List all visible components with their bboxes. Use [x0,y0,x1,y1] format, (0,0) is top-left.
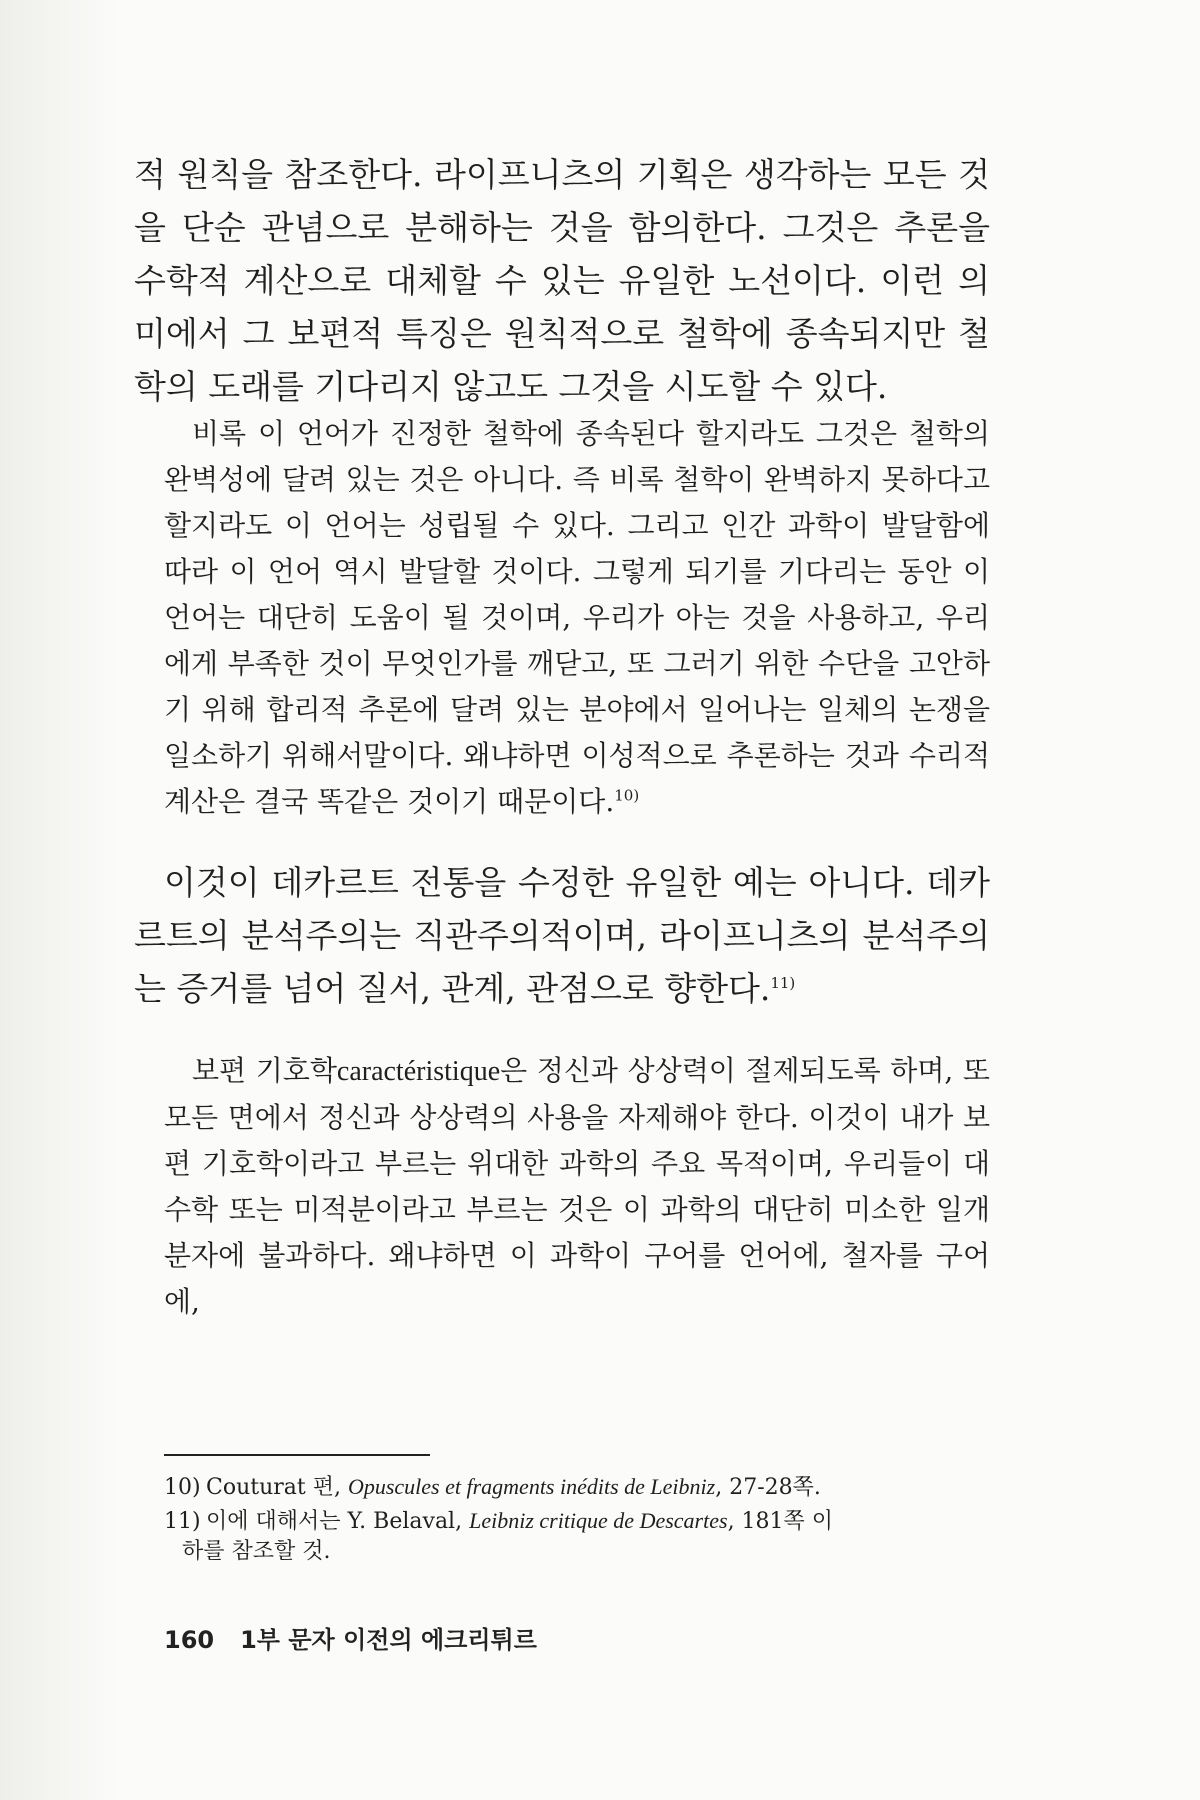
body-paragraph-2-text: 이것이 데카르트 전통을 수정한 유일한 예는 아니다. 데카르트의 분석주의는 직관주의적이며, 라이프니츠의 분석주의는 증거를 넘어 질서, 관계, 관점으로 향한다. [134,863,990,1008]
footnote-11-continuation: 하를 참조할 것. [182,1539,331,1564]
body-paragraph-1-text: 적 원칙을 참조한다. 라이프니츠의 기획은 생각하는 모든 것을 단순 관념으로 분해하는 것을 함의한다. 그것은 추론을 수학적 계산으로 대체할 수 있는 유일한 노선이다. 이런 의미에서 그 보편적 특징은 원칙적으로 철학에 종속되지만 철학의 도래를 기다리지 않고도 그것을 시도할 수 있다. [134,155,990,406]
body-paragraph-1 [134,148,990,413]
block-quote-1 [164,411,990,825]
footnote-11-prefix: 이에 대해서는 Y. Belaval, [206,1509,470,1534]
footnote-10 [164,1472,990,1503]
block-quote-2-start: 보편 기호학 [192,1054,337,1087]
footnote-11 [164,1506,990,1567]
block-quote-2 [164,1048,990,1325]
footnote-11-number: 11) [164,1509,201,1534]
page-footer [164,1620,537,1655]
footnote-divider [164,1454,430,1456]
footnote-ref-10: 10) [614,786,640,805]
footnote-10-number: 10) [164,1475,201,1500]
footnote-ref-11: 11) [770,974,796,992]
footnote-10-prefix: Couturat 편, [206,1475,348,1500]
page-gutter-shadow [0,0,120,1800]
footnote-11-title: Leibniz critique de Descartes [469,1508,728,1533]
block-quote-1-text: 비록 이 언어가 진정한 철학에 종속된다 할지라도 그것은 철학의 완벽성에 달려 있는 것은 아니다. 즉 비록 철학이 완벽하지 못하다고 할지라도 이 언어는 성립될 수 있다. 그리고 인간 과학이 발달함에 따라 이 언어 역시 발달할 것이다. 그렇게 되기를 기다리는 동안 이 언어는 대단히 도움이 될 것이며, 우리가 아는 것을 사용하고, 우리에게 부족한 것이 무엇인가를 깨닫고, 또 그러기 위한 수단을 고안하기 위해 합리적 추론에 달려 있는 분야에서 일어나는 일체의 논쟁을 일소하기 위해서말이다. 왜냐하면 이성적으로 추론하는 것과 수리적 계산은 결국 똑같은 것이기 때문이다. [164,417,990,818]
footnote-10-title: Opuscules et fragments inédits de Leibniz [347,1474,716,1499]
running-head: 1부 문자 이전의 에크리튀르 [240,1626,537,1654]
block-quote-2-text: 은 정신과 상상력이 절제되도록 하며, 또 모든 면에서 정신과 상상력의 사용을 자제해야 한다. 이것이 내가 보편 기호학이라고 부르는 위대한 과학의 주요 목적이며, 우리들이 대수학 또는 미적분이라고 부르는 것은 이 과학의 대단히 미소한 일개 분자에 불과하다. 왜냐하면 이 과학이 구어를 언어에, 철자를 구어에, [164,1054,990,1318]
foreign-term: caractéristique [336,1056,501,1087]
body-paragraph-2 [134,856,990,1015]
page-number: 160 [164,1626,215,1654]
footnote-10-suffix: , 27-28쪽. [715,1475,821,1500]
footnote-11-suffix: , 181쪽 이 [727,1509,834,1534]
